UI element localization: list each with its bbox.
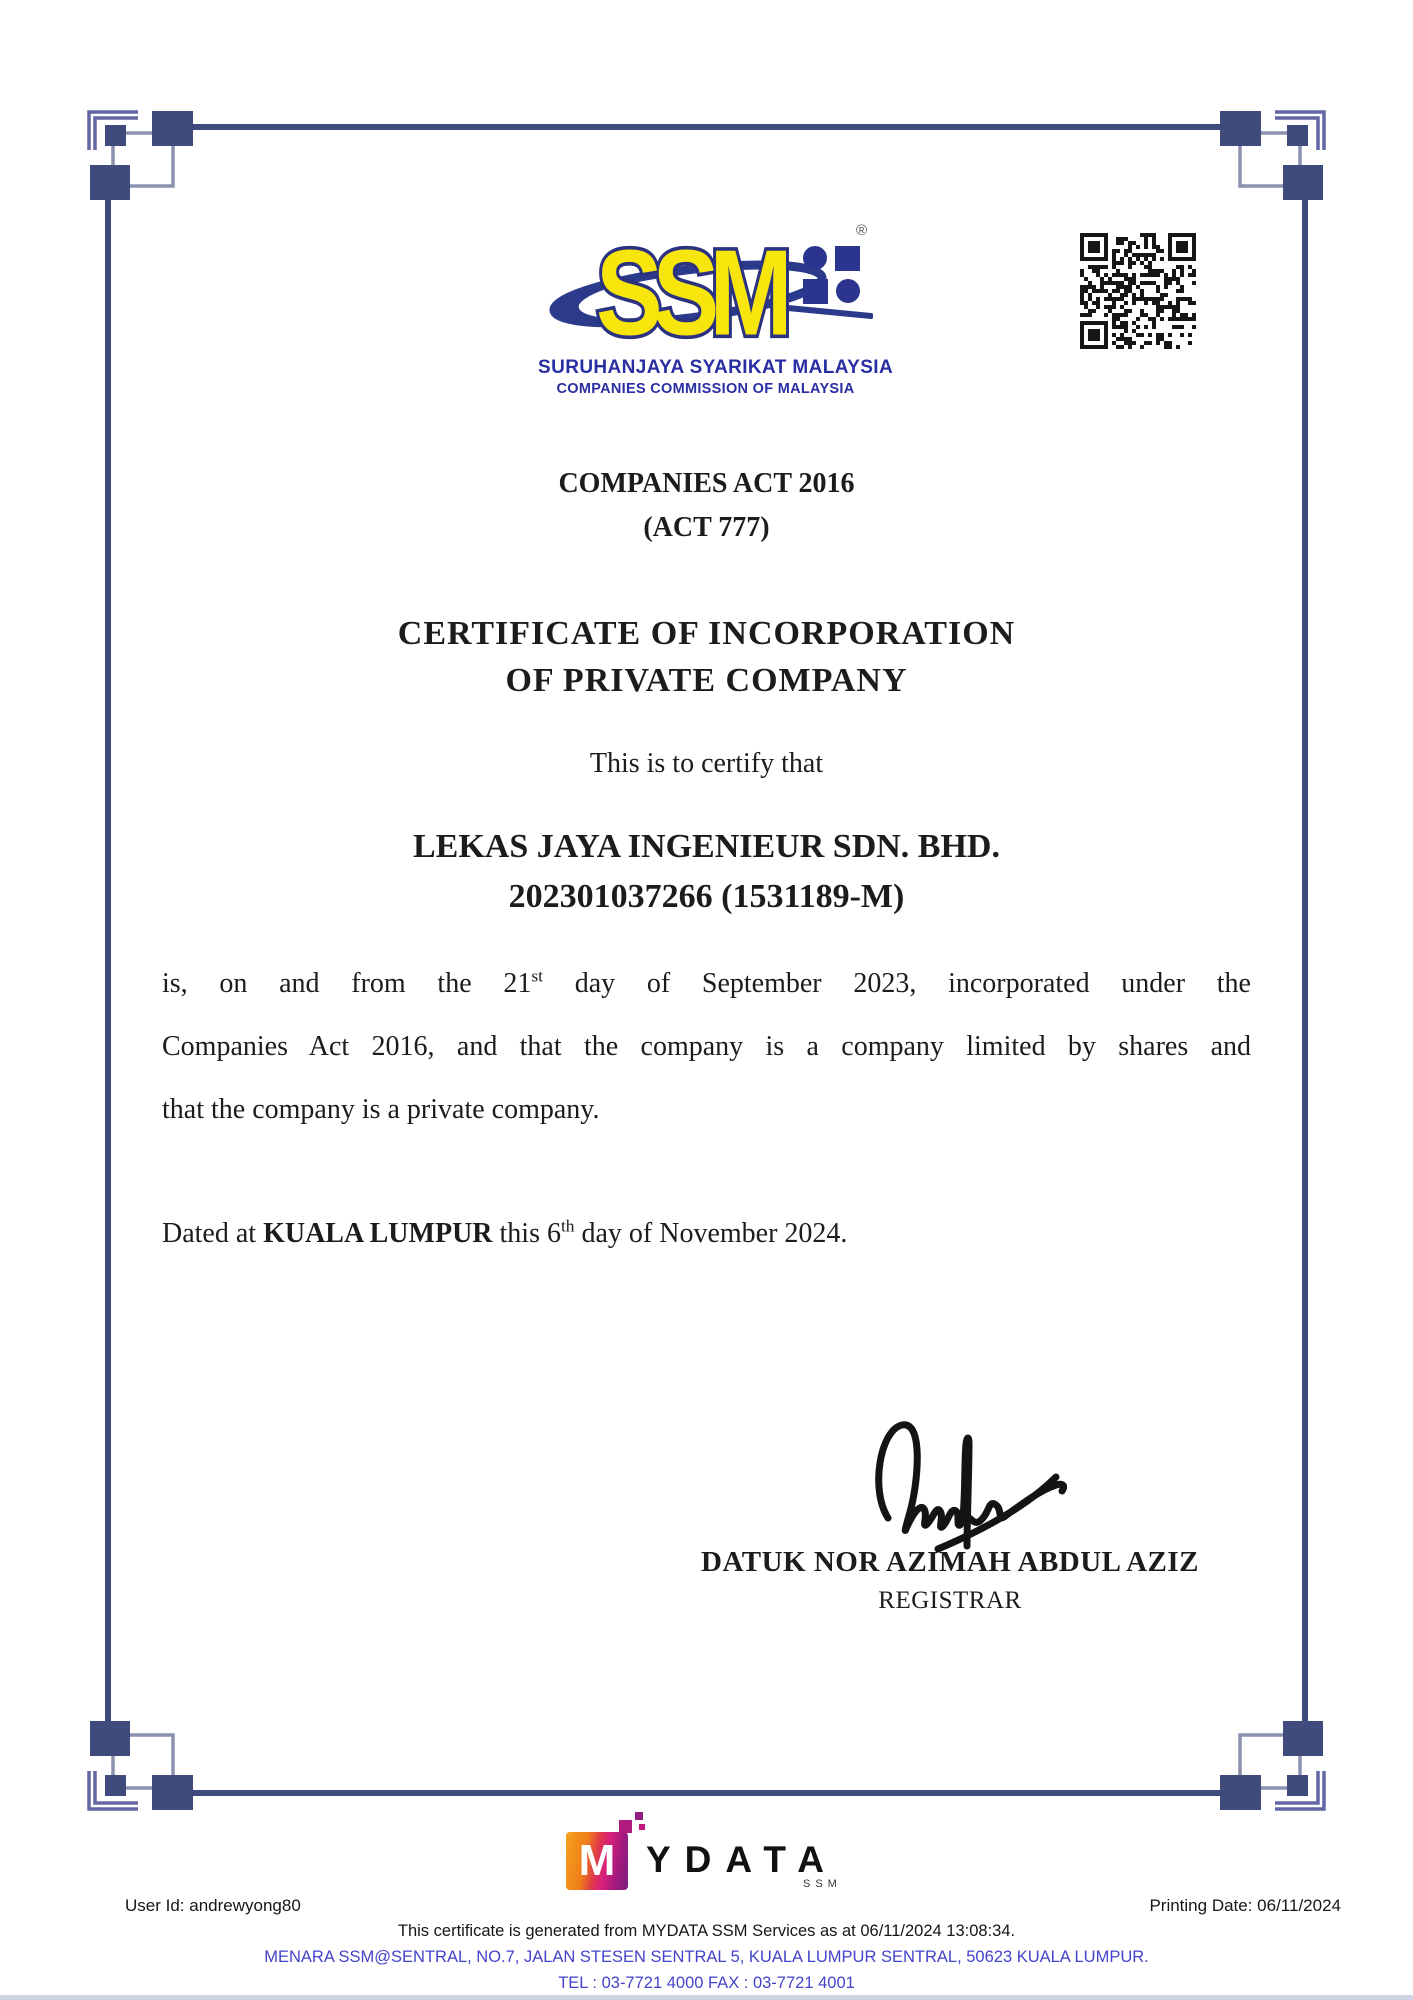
ssm-logo [538, 222, 894, 397]
mydata-m-icon: M [566, 1832, 628, 1890]
certificate-title [0, 610, 1413, 704]
ssm-subtitle-malay: SURUHANJAYA SYARIKAT MALAYSIA [538, 357, 894, 378]
signatory-block [650, 1546, 1250, 1615]
signatory-title: REGISTRAR [878, 1587, 1022, 1614]
corner-ornament-icon [85, 1680, 215, 1815]
company-number: 202301037266 (1531189-M) [508, 878, 905, 915]
mydata-ssm-label: SSM [803, 1878, 842, 1890]
body-line3: that the company is a private company. [162, 1094, 600, 1125]
act-heading [0, 462, 1413, 550]
mydata-pixel-icon [639, 1824, 645, 1830]
company-block [0, 822, 1413, 922]
bottom-strip [0, 1995, 1413, 2000]
certify-line: This is to certify that [589, 748, 824, 779]
frame-top-line [190, 124, 1223, 130]
printing-date-label: Printing Date: 06/11/2024 [1149, 1896, 1341, 1915]
title-line2: OF PRIVATE COMPANY [505, 662, 908, 699]
mydata-wordmark: YDATA [646, 1839, 838, 1880]
body-paragraph [162, 968, 1251, 1157]
mydata-pixel-icon [619, 1820, 632, 1833]
act-line1: COMPANIES ACT 2016 [558, 468, 855, 499]
user-id-label: User Id: andrewyong80 [125, 1896, 301, 1915]
corner-ornament-icon [85, 106, 215, 241]
dated-place: KUALA LUMPUR [263, 1218, 493, 1249]
qr-code [1080, 233, 1196, 349]
svg-text:SSM: SSM [596, 232, 783, 350]
ssm-wordmark-icon [538, 232, 873, 350]
tel-fax-line: TEL : 03-7721 4000 FAX : 03-7721 4001 [558, 1974, 855, 1992]
signature-icon [858, 1398, 1076, 1556]
dated-line: Dated at KUALA LUMPUR this 6th day of November 2024. [162, 1216, 848, 1249]
company-name: LEKAS JAYA INGENIEUR SDN. BHD. [413, 828, 1000, 865]
body-line2: Companies Act 2016, and that the company is a company limited by shares and [162, 1031, 1251, 1062]
registered-trademark-icon: ® [856, 222, 868, 239]
title-line1: CERTIFICATE OF INCORPORATION [397, 615, 1016, 652]
corner-ornament-icon [1198, 1680, 1328, 1815]
frame-right-line [1302, 198, 1308, 1726]
body-line1: is, on and from the 21st day of September 2023, incorporated under the [162, 966, 1251, 999]
frame-left-line [105, 198, 111, 1726]
act-line2: (ACT 777) [643, 512, 770, 543]
signatory-name: DATUK NOR AZIMAH ABDUL AZIZ [701, 1546, 1199, 1578]
ssm-subtitle-english: COMPANIES COMMISSION OF MALAYSIA [556, 381, 855, 397]
frame-bottom-line [190, 1790, 1223, 1796]
generated-line: This certificate is generated from MYDATA SSM Services as at 06/11/2024 13:08:34. [397, 1922, 1016, 1940]
mydata-logo [566, 1812, 856, 1896]
address-line: MENARA SSM@SENTRAL, NO.7, JALAN STESEN SENTRAL 5, KUALA LUMPUR SENTRAL, 50623 KUALA LUMPUR. [264, 1948, 1149, 1966]
mydata-pixel-icon [635, 1812, 643, 1820]
corner-ornament-icon [1198, 106, 1328, 241]
